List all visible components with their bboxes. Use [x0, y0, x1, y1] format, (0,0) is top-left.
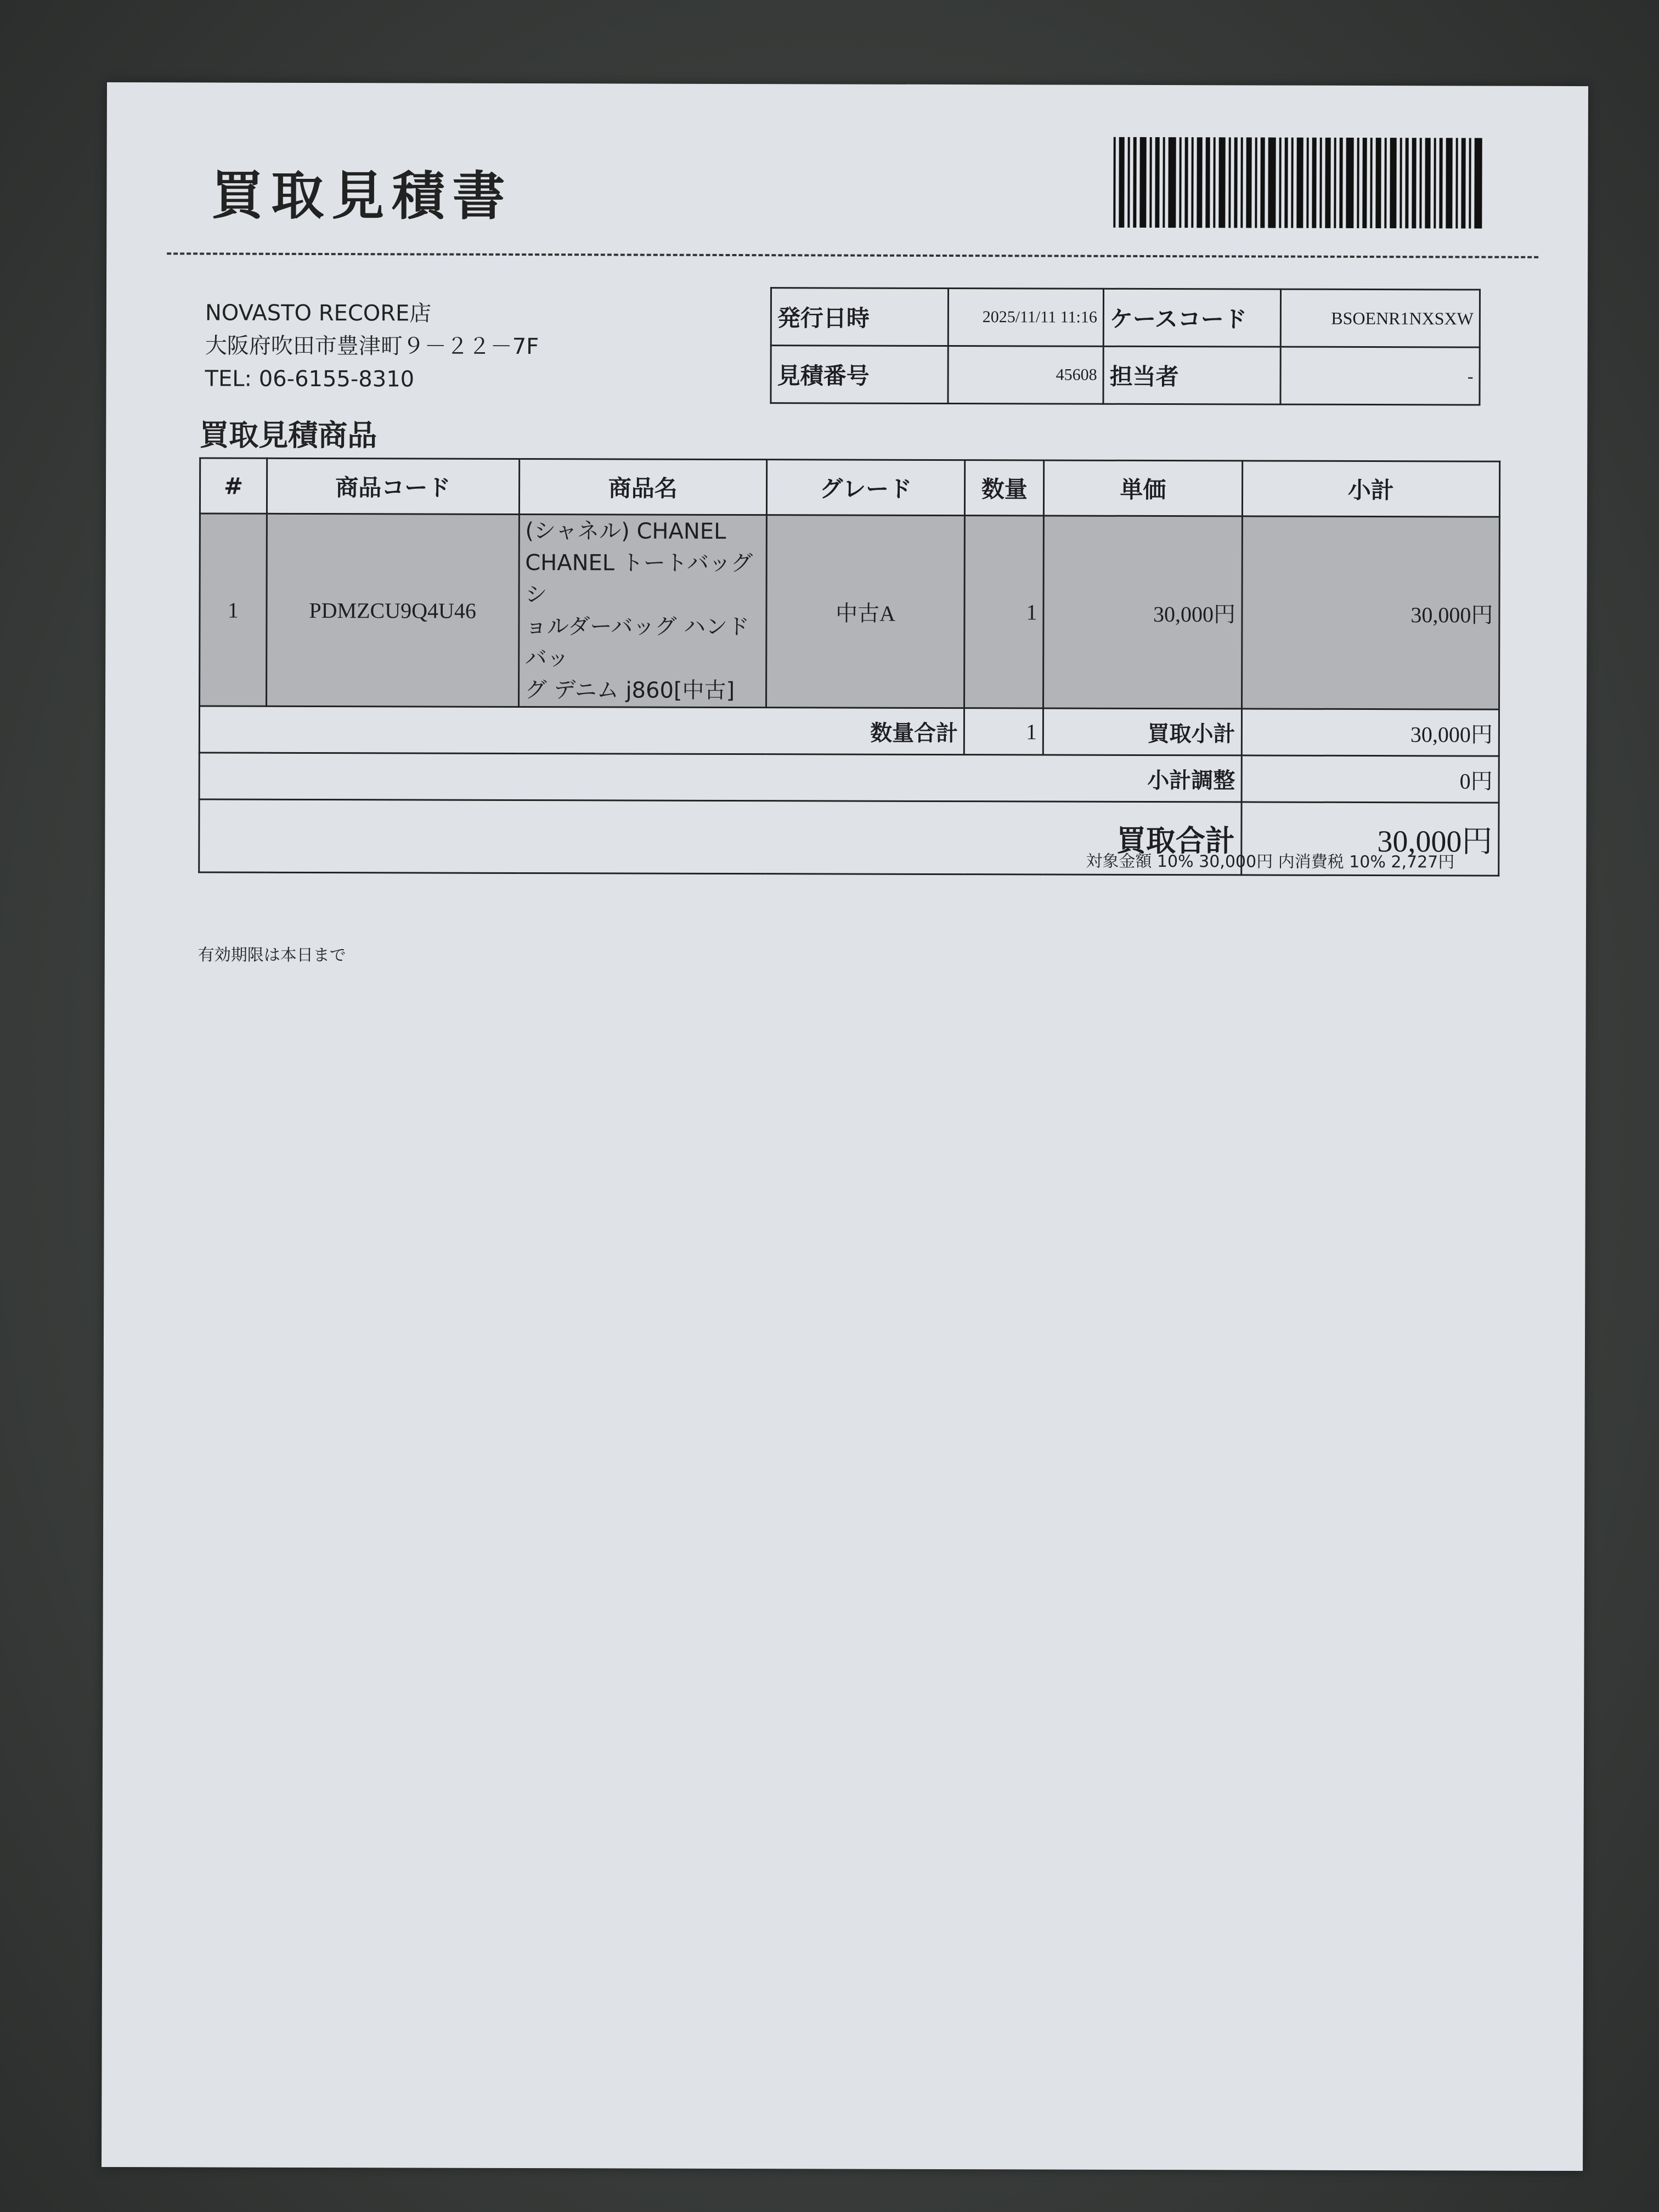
barcode-bar — [1213, 137, 1215, 228]
product-name-line: グ デニム j860[中古] — [524, 677, 735, 703]
barcode-bar — [1461, 138, 1465, 228]
barcode-bar — [1312, 138, 1316, 228]
purchase-subtotal-label: 買取小計 — [1043, 708, 1242, 755]
validity-note: 有効期限は本日まで — [198, 945, 346, 966]
barcode-bar — [1362, 138, 1367, 228]
barcode-bar — [1149, 137, 1152, 228]
grand-total-value: 30,000円 — [1241, 802, 1499, 876]
product-name — [518, 514, 766, 707]
dashed-divider — [167, 252, 1538, 258]
column-header: 単価 — [1044, 460, 1243, 516]
estimate-number-label: 見積番号 — [771, 346, 948, 404]
barcode-image — [1113, 137, 1508, 229]
case-code-value: BSOENR1NXSXW — [1280, 289, 1480, 347]
column-header: 商品コード — [267, 458, 519, 514]
purchase-subtotal-value: 30,000円 — [1242, 709, 1499, 756]
barcode-bar — [1474, 138, 1482, 229]
barcode-bar — [1255, 137, 1257, 228]
barcode-bar — [1325, 138, 1330, 228]
qty-total-row — [199, 706, 1499, 756]
barcode-bar — [1455, 138, 1458, 228]
barcode-bar — [1234, 137, 1237, 228]
barcode-bar — [1291, 138, 1293, 228]
adjust-label: 小計調整 — [199, 753, 1242, 802]
barcode-bar — [1240, 137, 1243, 228]
barcode-bar — [1168, 137, 1176, 228]
barcode-bar — [1319, 138, 1322, 228]
case-code-label: ケースコード — [1103, 289, 1280, 347]
barcode-bar — [1119, 137, 1124, 228]
column-header: 数量 — [965, 460, 1044, 516]
product-grade: 中古A — [766, 515, 964, 708]
barcode-bar — [1127, 137, 1130, 228]
barcode-bar — [1439, 138, 1442, 228]
product-unit-price: 30,000円 — [1043, 516, 1242, 709]
items-table — [198, 457, 1500, 876]
barcode-bar — [1375, 138, 1381, 228]
adjust-value: 0円 — [1242, 755, 1499, 803]
table-row — [200, 514, 1500, 709]
barcode-bar — [1279, 138, 1281, 228]
barcode-bar — [1268, 138, 1276, 228]
estimate-sheet — [101, 82, 1588, 2171]
column-header: 小計 — [1242, 461, 1500, 517]
barcode-bar — [1163, 137, 1165, 228]
barcode-bar — [1334, 138, 1336, 228]
barcode-bar — [1155, 137, 1159, 228]
barcode-bar — [1218, 137, 1225, 228]
barcode-bar — [1370, 138, 1372, 228]
barcode-bar — [1390, 138, 1396, 228]
barcode-bar — [1434, 138, 1436, 228]
barcode-bar — [1260, 138, 1265, 228]
store-address: 大阪府吹田市豊津町９－２２－7F — [205, 333, 539, 360]
store-name: NOVASTO RECORE店 — [205, 300, 432, 326]
product-subtotal: 30,000円 — [1242, 516, 1499, 709]
barcode-bar — [1339, 138, 1342, 228]
section-title: 買取見積商品 — [199, 417, 377, 453]
barcode-bar — [1191, 137, 1193, 228]
barcode-bar — [1133, 137, 1136, 228]
row-number: 1 — [200, 514, 267, 706]
barcode-bar — [1446, 138, 1452, 228]
document-title: 買取見積書 — [211, 165, 513, 227]
barcode-bar — [1469, 138, 1471, 229]
product-code: PDMZCU9Q4U46 — [266, 514, 519, 707]
barcode-bar — [1419, 138, 1421, 228]
barcode-bar — [1425, 138, 1430, 228]
estimate-number-value: 45608 — [948, 346, 1103, 404]
barcode-bar — [1113, 137, 1115, 228]
barcode-bar — [1184, 137, 1188, 228]
barcode-bar — [1197, 137, 1202, 228]
barcode-bar — [1246, 137, 1251, 228]
adjust-row — [199, 753, 1499, 803]
barcode-bar — [1357, 138, 1359, 228]
column-header: 商品名 — [519, 459, 767, 515]
product-name-line: CHANEL トートバッグ シ — [525, 550, 753, 608]
barcode-bar — [1205, 137, 1210, 228]
table-header-row — [200, 458, 1499, 517]
barcode-bar — [1346, 138, 1353, 228]
staff-value: - — [1280, 347, 1480, 405]
barcode-bar — [1306, 138, 1308, 228]
store-tel: TEL: 06-6155-8310 — [205, 366, 415, 392]
barcode-bar — [1412, 138, 1416, 228]
store-info — [205, 296, 539, 396]
info-table — [770, 287, 1481, 405]
barcode-bar — [1284, 138, 1288, 228]
barcode-bar — [1228, 137, 1231, 228]
product-name-line: (シャネル) CHANEL — [525, 518, 726, 544]
column-header: グレード — [766, 460, 965, 516]
qty-total-value: 1 — [964, 708, 1043, 755]
barcode-bar — [1384, 138, 1386, 228]
barcode-bar — [1179, 137, 1181, 228]
barcode-bar — [1405, 138, 1408, 228]
issue-date-value: 2025/11/11 11:16 — [948, 289, 1103, 347]
qty-total-label: 数量合計 — [199, 706, 964, 755]
barcode-bar — [1296, 138, 1303, 228]
grand-total-label: 買取合計 — [199, 799, 1242, 875]
column-header: # — [200, 458, 267, 514]
tax-note: 対象金額 10% 30,000円 内消費税 10% 2,727円 — [1086, 851, 1455, 872]
product-name-line: ョルダーバッグ ハンドバッ — [524, 613, 750, 672]
barcode-bar — [1400, 138, 1402, 228]
product-qty: 1 — [964, 516, 1044, 708]
staff-label: 担当者 — [1103, 346, 1280, 404]
barcode-bar — [1139, 137, 1146, 228]
issue-date-label: 発行日時 — [771, 288, 948, 346]
